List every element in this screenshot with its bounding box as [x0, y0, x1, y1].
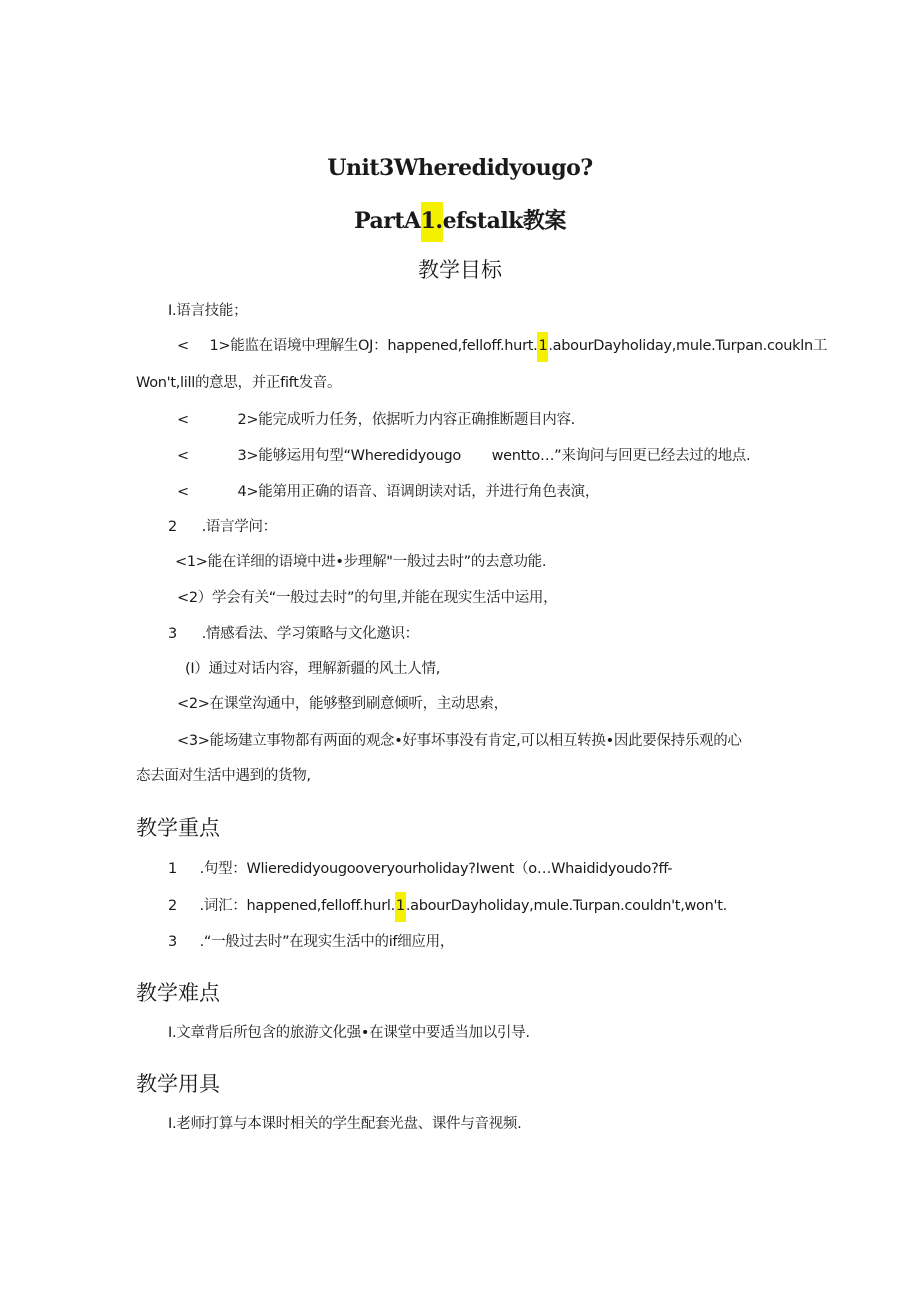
key-point-2-text-b: .abourDayholiday,mule.Turpan.couldn't,won't.	[405, 898, 727, 914]
skill-4-text: 4>能第用正确的语音、语调朗读对话，并进行角色表演，	[237, 484, 600, 500]
skill-3-text-b: wentto…”来询问与回更已经去过的地点.	[491, 448, 751, 464]
key-point-3	[168, 930, 454, 951]
key-point-1	[168, 857, 672, 878]
skill-3-text-a: 3>能够运用句型“Wheredidyougo	[237, 448, 461, 464]
key-point-2	[168, 894, 727, 915]
objective-skill-1	[177, 334, 827, 355]
skill-1-text-a: 1>能监在语境中理解生OJ：happened,felloff.hurt.	[209, 338, 538, 354]
subtitle-highlight: 1.	[421, 202, 443, 242]
objective-attitude-3: <3>能场建立事物都有两面的观念•好事坏事没有肯定,可以相互转换•因此要保持乐观的心	[177, 733, 742, 749]
list-number: 2	[168, 519, 177, 535]
difficulties-heading: 教学难点	[136, 981, 220, 1005]
objective-attitude-2: <2>在课堂沟通中，能够整到刷意倾听，主动思索，	[177, 696, 508, 712]
list-marker: <	[177, 412, 189, 428]
key-point-3-text: .“一般过去时”在现实生活中的if细应用，	[199, 934, 455, 950]
tool-1: I.老师打算与本课时相关的学生配套光盘、课件与音视频.	[168, 1116, 522, 1132]
objective-attitude-1: (I）通过对话内容，理解新疆的风土人情,	[185, 661, 441, 677]
objectives-heading: 教学目标	[418, 258, 502, 282]
objective-language-skills: I.语言技能；	[168, 303, 248, 319]
objective-attitude-3-cont: 态去面对生活中遇到的货物,	[136, 768, 311, 784]
key-point-1-text: .句型：Wlieredidyougooveryourholiday?Iwent（o…Whaididyoudo?ff-	[199, 861, 673, 877]
list-marker: <	[177, 338, 189, 354]
document-subtitle	[0, 204, 920, 235]
objective-skill-3	[177, 444, 750, 465]
title-line1: Unit3Wheredidyougo?	[327, 155, 593, 181]
tools-heading: 教学用具	[136, 1072, 220, 1096]
document-title	[0, 155, 920, 181]
list-marker: <	[177, 484, 189, 500]
list-marker: <	[177, 448, 189, 464]
subtitle-after: efstalk教案	[442, 208, 566, 234]
skill-1-text-b: .abourDayholiday,mule.Turpan.coukln工	[548, 338, 828, 354]
list-number: 3	[168, 934, 177, 950]
knowledge-label: .语言学问：	[201, 519, 277, 535]
list-number: 1	[168, 861, 177, 877]
objective-skill-1-cont: Won't,lill的意思，并正fift发音。	[136, 375, 342, 391]
list-number: 2	[168, 898, 177, 914]
subtitle-before: PartA	[354, 208, 421, 234]
objective-attitude-strategy	[168, 622, 419, 643]
objective-knowledge-2: <2）学会有关“一般过去时”的句里,并能在现实生活中运用，	[177, 590, 558, 606]
skill-1-highlight: 1	[537, 332, 548, 362]
list-number: 3	[168, 626, 177, 642]
objective-skill-4	[177, 480, 599, 501]
objective-skill-2	[177, 408, 575, 429]
key-point-2-text-a: .词汇：happened,felloff.hurl.	[199, 898, 395, 914]
skill-2-text: 2>能完成听力任务，依据听力内容正确推断题目内容.	[237, 412, 575, 428]
difficulty-1: I.文章背后所包含的旅游文化强•在课堂中要适当加以引导.	[168, 1025, 530, 1041]
objective-knowledge-1: <1>能在详细的语境中进•步理解"一般过去时”的去意功能.	[175, 554, 547, 570]
objective-language-knowledge	[168, 515, 277, 536]
key-points-heading: 教学重点	[136, 816, 220, 840]
key-point-2-highlight: 1	[395, 892, 406, 922]
attitude-label: .情感看法、学习策略与文化邀识：	[201, 626, 419, 642]
